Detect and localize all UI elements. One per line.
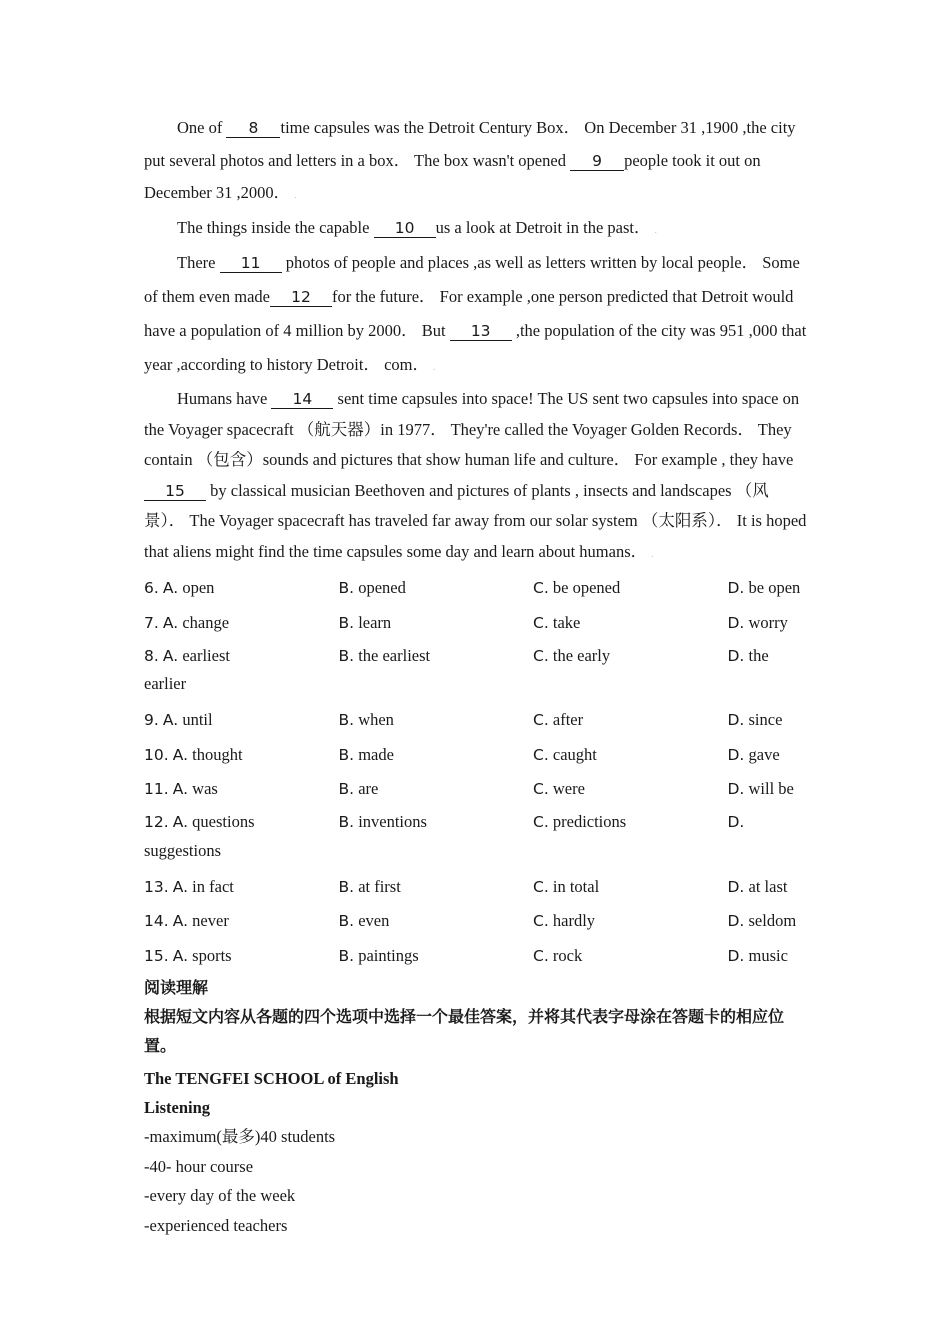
option-c xyxy=(533,877,728,897)
option-label: D. xyxy=(727,613,745,632)
blank-9: 9 xyxy=(570,153,624,171)
document-page xyxy=(144,112,808,1240)
option-label: C. xyxy=(533,877,549,896)
passage-text: sounds and pictures that show human life and culture． For example , they have xyxy=(262,450,794,469)
option-a xyxy=(144,613,339,633)
paragraph-mark: . xyxy=(651,548,654,559)
option-text: in fact xyxy=(192,876,234,896)
option-a xyxy=(144,946,339,966)
option-label: A. xyxy=(172,780,189,799)
passage-paragraph-2 xyxy=(144,212,808,247)
section-title: 阅读理解 xyxy=(144,978,209,997)
blank-13: 13 xyxy=(450,323,512,341)
question-number: 11. xyxy=(144,780,169,799)
question-list xyxy=(144,571,808,973)
option-text: be opened xyxy=(552,578,621,598)
option-c xyxy=(533,745,728,765)
blank-10: 10 xyxy=(374,220,436,238)
option-d xyxy=(728,613,808,633)
blank-14: 14 xyxy=(271,391,333,409)
blank-11: 11 xyxy=(220,255,282,273)
course-detail-item: -experienced teachers xyxy=(144,1215,288,1235)
option-label: A. xyxy=(172,946,189,965)
option-d-continued: earlier xyxy=(144,674,187,693)
option-d-continued: suggestions xyxy=(144,840,222,860)
option-c xyxy=(533,946,728,966)
option-a xyxy=(144,911,339,931)
option-a xyxy=(144,710,339,730)
option-text: gave xyxy=(748,744,780,764)
option-label: A. xyxy=(162,579,179,598)
passage-text: photos of people and places ,as well as letters written by local people． Some of them even made xyxy=(144,253,800,306)
option-b xyxy=(339,779,534,799)
passage-text: for the future． For example ,one person predicted that Detroit would have a population of 4 million by 2000． But xyxy=(144,287,794,340)
passage-paragraph-3 xyxy=(144,246,808,384)
option-label: B. xyxy=(338,877,355,896)
option-text: open xyxy=(182,578,215,598)
option-text: since xyxy=(748,710,783,730)
option-b xyxy=(339,578,534,598)
option-label: D. xyxy=(727,877,745,896)
option-label: C. xyxy=(533,813,549,831)
option-d xyxy=(728,877,808,897)
question-row xyxy=(144,939,808,974)
option-label: B. xyxy=(338,745,355,764)
question-row xyxy=(144,807,808,838)
option-text: even xyxy=(358,911,390,931)
option-label: B. xyxy=(338,613,355,632)
blank-12: 12 xyxy=(270,289,332,307)
option-a xyxy=(144,745,339,765)
question-number: 13. xyxy=(144,877,169,896)
option-a xyxy=(144,812,339,832)
course-detail-item: -maximum(最多)40 students xyxy=(144,1127,336,1146)
passage-text: The things inside the capable xyxy=(177,217,374,237)
option-label: D. xyxy=(727,646,745,665)
option-text: rock xyxy=(552,945,583,965)
option-a xyxy=(144,578,339,598)
option-text: until xyxy=(182,710,213,730)
course-detail-item: -40- hour course xyxy=(144,1156,254,1176)
option-label: D. xyxy=(727,579,745,598)
blank-15: 15 xyxy=(144,483,206,501)
option-a xyxy=(144,779,339,799)
option-label: C. xyxy=(533,646,549,665)
option-text: opened xyxy=(358,578,406,598)
option-b xyxy=(339,646,534,666)
option-label: C. xyxy=(533,745,549,764)
option-b xyxy=(339,745,534,765)
option-text: earliest xyxy=(182,645,230,665)
passage-text: us a look at Detroit in the past． xyxy=(435,217,651,237)
question-number: 12. xyxy=(144,813,169,831)
option-text: be open xyxy=(748,578,801,598)
option-label: B. xyxy=(338,946,355,965)
option-label: B. xyxy=(338,813,355,831)
option-text: never xyxy=(192,911,229,931)
chinese-gloss: （太阳系） xyxy=(641,511,717,530)
option-a xyxy=(144,646,339,666)
option-label: D. xyxy=(727,780,745,799)
option-text: thought xyxy=(192,744,243,764)
option-label: B. xyxy=(338,711,355,730)
passage-text: ． It is hoped that aliens might find the time capsules some day and learn about humans． xyxy=(144,511,807,561)
option-text: caught xyxy=(552,744,597,764)
option-d xyxy=(728,745,808,765)
option-text: take xyxy=(552,612,581,632)
option-text: the earliest xyxy=(358,645,431,665)
blank-8: 8 xyxy=(226,120,280,138)
passage-paragraph-4 xyxy=(144,384,808,569)
chinese-gloss: （包含） xyxy=(196,450,263,469)
passage-text: ,the population of the city was 951 ,000 that year ,according to history Detroit． com． xyxy=(144,321,807,374)
paragraph-mark: . xyxy=(433,362,436,372)
option-d xyxy=(728,646,808,666)
option-text: questions xyxy=(192,812,255,831)
question-number: 10. xyxy=(144,745,169,764)
option-text: hardly xyxy=(552,911,596,931)
question-row xyxy=(144,738,808,773)
passage-text: One of xyxy=(177,118,227,137)
option-label: A. xyxy=(172,912,189,931)
option-label: C. xyxy=(533,946,549,965)
option-d xyxy=(728,812,808,832)
option-c xyxy=(533,578,728,598)
option-text: after xyxy=(552,710,584,730)
passage-text: by classical musician Beethoven and pictures of plants , insects and landscapes xyxy=(206,480,736,500)
option-text: sports xyxy=(192,945,232,965)
option-label: C. xyxy=(533,579,549,598)
passage-paragraph-1 xyxy=(144,112,808,212)
option-text: at last xyxy=(748,876,788,896)
option-text: at first xyxy=(358,876,401,896)
option-text: inventions xyxy=(358,812,427,831)
question-row xyxy=(144,571,808,606)
option-text: when xyxy=(358,710,394,730)
option-label: B. xyxy=(338,646,355,665)
option-b xyxy=(339,812,534,832)
option-text: music xyxy=(748,945,788,965)
option-label: C. xyxy=(533,912,549,931)
option-label: D. xyxy=(727,813,745,831)
option-b xyxy=(339,710,534,730)
course-detail-item: -every day of the week xyxy=(144,1186,296,1205)
option-label: C. xyxy=(533,780,549,799)
option-label: C. xyxy=(533,711,549,730)
question-row xyxy=(144,772,808,807)
option-b xyxy=(339,946,534,966)
question-number: 15. xyxy=(144,946,169,965)
option-label: D. xyxy=(727,946,745,965)
option-label: D. xyxy=(727,745,745,764)
option-d xyxy=(728,578,808,598)
option-label: A. xyxy=(162,646,179,665)
option-d xyxy=(728,779,808,799)
option-b xyxy=(339,911,534,931)
option-label: B. xyxy=(338,912,355,931)
option-b xyxy=(339,877,534,897)
option-text: worry xyxy=(748,612,788,632)
question-row xyxy=(144,870,808,905)
question-number: 9. xyxy=(144,711,159,730)
option-c xyxy=(533,613,728,633)
option-text: seldom xyxy=(748,911,797,931)
option-c xyxy=(533,911,728,931)
option-text: were xyxy=(552,779,585,799)
option-label: A. xyxy=(172,745,189,764)
option-text: the xyxy=(748,645,769,665)
question-row xyxy=(144,703,808,738)
option-d xyxy=(728,946,808,966)
option-text: the early xyxy=(552,645,611,665)
option-text: learn xyxy=(358,612,392,632)
option-c xyxy=(533,710,728,730)
option-d xyxy=(728,710,808,730)
option-label: A. xyxy=(172,813,189,831)
option-b xyxy=(339,613,534,633)
passage-text: Humans have xyxy=(177,389,272,408)
option-label: B. xyxy=(338,579,355,598)
chinese-gloss: （航天器） xyxy=(297,419,381,439)
option-text: will be xyxy=(748,779,794,799)
option-text: paintings xyxy=(358,945,419,965)
option-label: B. xyxy=(338,780,355,799)
option-text: change xyxy=(182,612,230,632)
option-c xyxy=(533,646,728,666)
option-text: are xyxy=(358,779,379,799)
option-label: C. xyxy=(533,613,549,632)
question-row xyxy=(144,904,808,939)
question-number: 6. xyxy=(144,579,159,598)
question-number: 8. xyxy=(144,646,159,665)
option-text: in total xyxy=(552,876,600,896)
option-label: A. xyxy=(162,613,179,632)
paragraph-mark: . xyxy=(654,224,657,235)
section-instruction: 根据短文内容从各题的四个选项中选择一个最佳答案，并将其代表字母涂在答题卡的相应位置。 xyxy=(144,1007,785,1055)
option-c xyxy=(533,779,728,799)
question-row xyxy=(144,640,808,671)
option-label: D. xyxy=(727,711,745,730)
option-label: D. xyxy=(727,912,745,931)
question-row xyxy=(144,606,808,641)
option-text: predictions xyxy=(552,812,627,831)
chinese-gloss: （风景） xyxy=(144,480,769,530)
school-name: The TENGFEI SCHOOL of English xyxy=(144,1069,399,1088)
paragraph-mark: . xyxy=(294,190,297,200)
option-c xyxy=(533,812,728,832)
option-label: A. xyxy=(162,711,179,730)
passage-text: people took it out on December 31 ,2000． xyxy=(144,150,761,202)
passage-text: time capsules was the Detroit Century Box． On December 31 ,1900 ,the city put several photos and letters in a box． The box wasn't opened xyxy=(144,118,796,170)
passage-text: sent time capsules into space! The US sent two capsules into space on the Voyager spacecraft xyxy=(144,389,800,439)
option-label: A. xyxy=(172,877,189,896)
option-text: was xyxy=(192,779,218,799)
question-number: 7. xyxy=(144,613,159,632)
option-text: made xyxy=(358,744,394,764)
passage-text: There xyxy=(177,253,220,272)
course-title: Listening xyxy=(144,1098,211,1117)
passage-text: ． The Voyager spacecraft has traveled far away from our solar system xyxy=(168,511,642,530)
question-number: 14. xyxy=(144,912,169,931)
option-d xyxy=(728,911,808,931)
passage-text: in 1977． They're called the Voyager Golden Records． They contain xyxy=(144,419,792,469)
option-a xyxy=(144,877,339,897)
